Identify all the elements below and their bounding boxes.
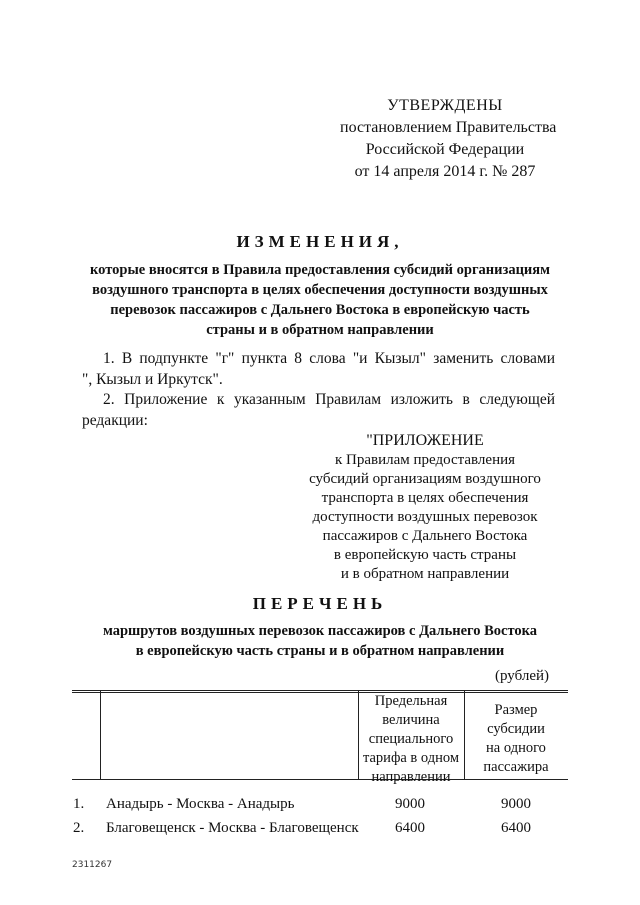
changes-title: ИЗМЕНЕНИЯ, (236, 232, 404, 251)
changes-subtitle (60, 260, 580, 340)
paragraph-2-line-2: редакции: (82, 412, 148, 429)
table-header-text: величина (382, 712, 440, 728)
table-row-subsidy: 9000 (501, 796, 531, 812)
approval-line: Российской Федерации (365, 141, 525, 158)
table-header-text: специального (368, 731, 454, 747)
list-subtitle-line: маршрутов воздушных перевозок пассажиров с Дальнего Востока (102, 623, 538, 639)
table-row-route: Благовещенск - Москва - Благовещенск (106, 820, 359, 836)
table-header-bottom-border (72, 779, 568, 780)
approval-line: постановлением Правительства (340, 119, 557, 136)
appendix-line: в европейскую часть страны (333, 547, 517, 563)
changes-subtitle-line: воздушного транспорта в целях обеспечения доступности воздушных (92, 282, 548, 298)
changes-subtitle-line: которые вносятся в Правила предоставления субсидий организациям (89, 262, 550, 278)
list-subtitle (60, 621, 580, 661)
document-code: 2311267 (72, 860, 113, 870)
table-column-divider (100, 690, 101, 780)
appendix-line: пассажиров с Дальнего Востока (322, 528, 528, 544)
table-header-text: на одного (486, 740, 546, 756)
table-header-tariff (358, 692, 464, 787)
appendix-line: и в обратном направлении (340, 566, 510, 582)
table-header-text: Размер (494, 702, 538, 718)
table-row-tariff: 9000 (395, 796, 425, 812)
table-header-subsidy (464, 701, 568, 777)
table-top-border-double (72, 692, 568, 693)
table-row-number: 2. (73, 820, 85, 836)
table-header-text: субсидии (487, 721, 545, 737)
table-header-text: направлении (371, 769, 451, 785)
table-row-route: Анадырь - Москва - Анадырь (106, 796, 295, 812)
paragraph-1-line-1: 1. В подпункте "г" пункта 8 слова "и Кызыл" заменить словами (103, 350, 555, 367)
approval-heading: УТВЕРЖДЕНЫ (387, 97, 503, 114)
table-header-text: пассажира (483, 759, 549, 775)
unit-label: (рублей) (495, 668, 550, 684)
table-row-subsidy: 6400 (501, 820, 531, 836)
list-title: ПЕРЕЧЕНЬ (252, 594, 388, 613)
approval-date-line: от 14 апреля 2014 г. № 287 (354, 163, 536, 180)
table-top-border (72, 690, 568, 691)
appendix-line: к Правилам предоставления (334, 452, 516, 468)
appendix-heading: "ПРИЛОЖЕНИЕ (366, 432, 484, 449)
table-header-text: Предельная (374, 693, 448, 709)
appendix-line: доступности воздушных перевозок (312, 509, 538, 525)
paragraph-1-line-2: ", Кызыл и Иркутск". (82, 371, 223, 388)
changes-subtitle-line: страны и в обратном направлении (206, 322, 434, 338)
appendix-line: транспорта в целях обеспечения (321, 490, 529, 506)
list-subtitle-line: в европейскую часть страны и в обратном направлении (135, 643, 505, 659)
appendix-block (290, 430, 560, 584)
appendix-line: субсидий организациям воздушного (309, 471, 541, 487)
changes-subtitle-line: перевозок пассажиров с Дальнего Востока в европейскую часть (110, 302, 530, 318)
approval-block (340, 95, 557, 183)
table-header-text: тарифа в одном (362, 750, 459, 766)
paragraph-2-line-1: 2. Приложение к указанным Правилам изложить в следующей (103, 391, 555, 408)
table-row-number: 1. (73, 796, 85, 812)
table-row-tariff: 6400 (395, 820, 425, 836)
